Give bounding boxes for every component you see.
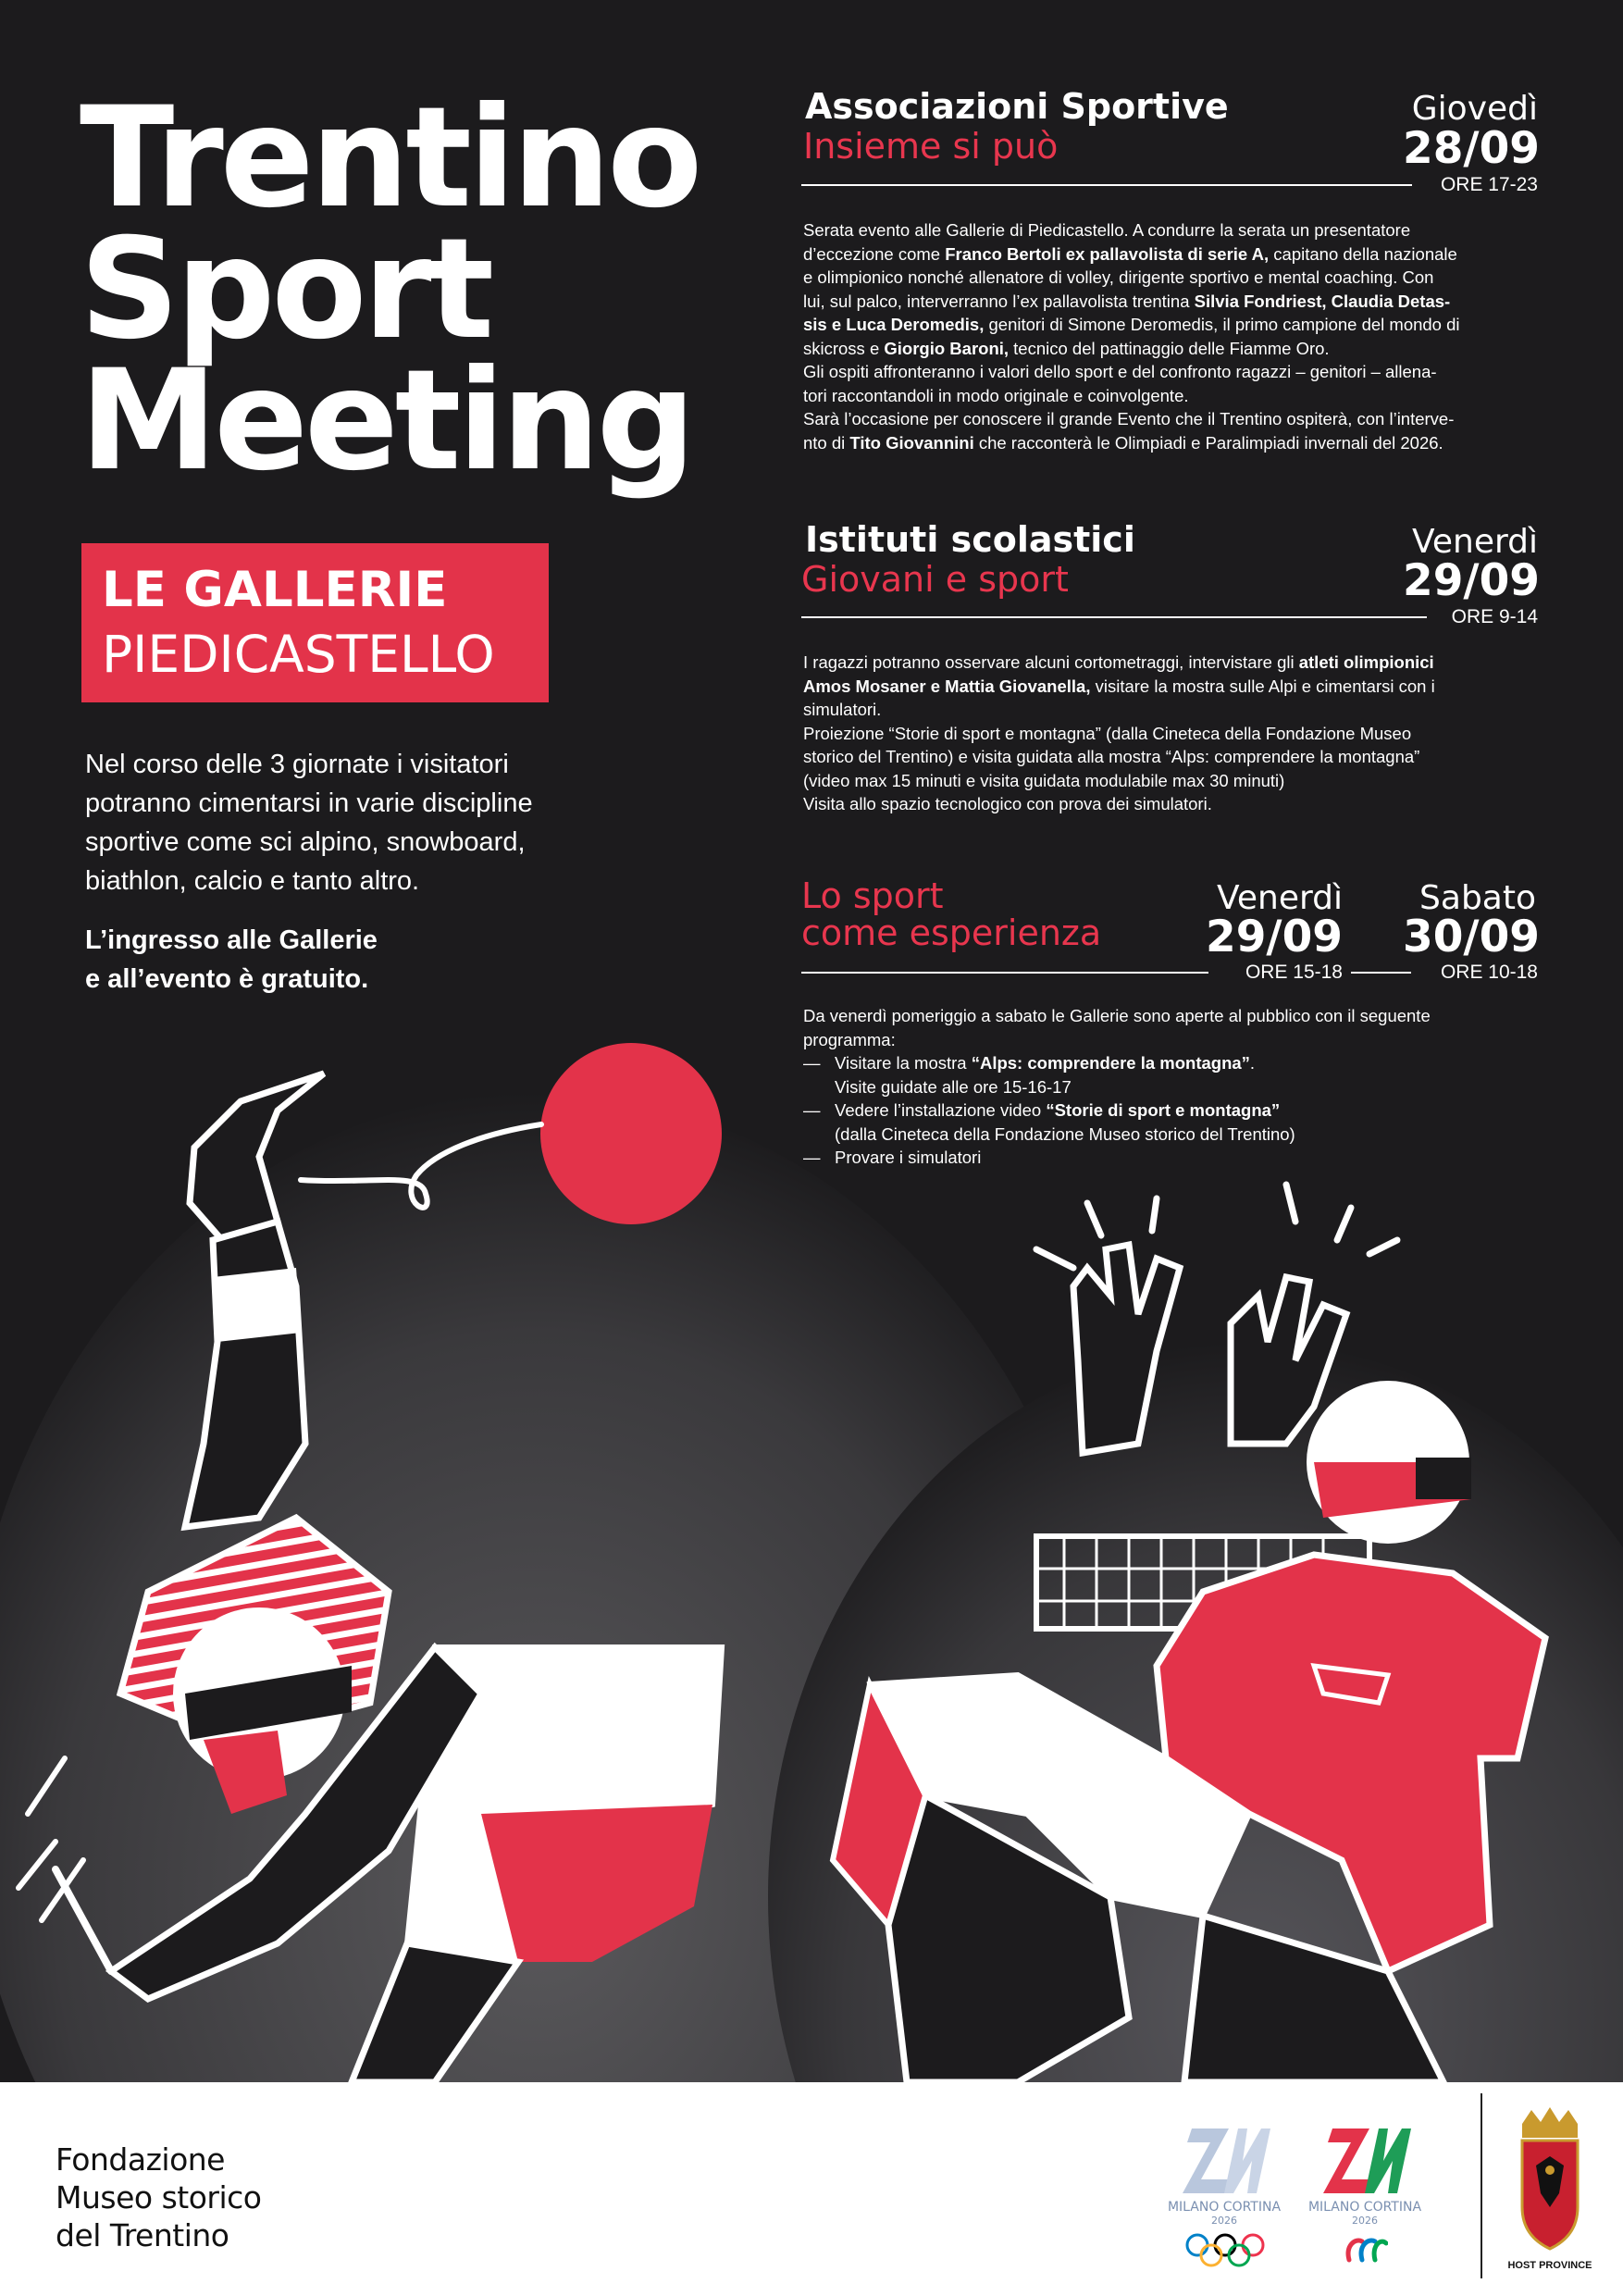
description-text: tecnico del pattinaggio delle Fiamme Oro. <box>1009 338 1330 358</box>
program-item <box>803 1146 1542 1170</box>
event1-description <box>803 218 1542 454</box>
description-text: genitori di Simone Deromedis, il primo campione del mondo di <box>984 315 1460 334</box>
event3-title-line-1: Lo sport <box>801 875 944 916</box>
description-text: tori raccontandoli in modo originale e coinvolgente. <box>803 385 1189 405</box>
description-text: Serata evento alle Gallerie di Piedicastello. A condurre la serata un presentatore <box>803 220 1411 240</box>
agitos-icon <box>1342 2232 1388 2269</box>
event3-date-1: 29/09 <box>1206 912 1343 962</box>
free-entry-line-2: e all’evento è gratuito. <box>85 964 369 994</box>
title-line-1: Trentino <box>80 78 700 239</box>
event2-hours: ORE 9-14 <box>1451 606 1538 627</box>
event1-divider <box>801 184 1412 186</box>
foundation-line-3: del Trentino <box>56 2217 229 2253</box>
paralympic-emblem-icon <box>1295 2110 1434 2212</box>
intro-line: potranno cimentarsi in varie discipline <box>85 788 533 818</box>
description-text: simulatori. <box>803 700 882 719</box>
event3-intro-line-1: Da venerdì pomeriggio a sabato le Gallerie sono aperte al pubblico con il seguente <box>803 1006 1431 1025</box>
venue-name: LE GALLERIE <box>102 562 448 618</box>
highlight-text: Amos Mosaner e Mattia Giovanella, <box>803 676 1091 696</box>
description-line <box>803 266 1542 290</box>
coat-of-arms-icon <box>1508 2105 1592 2253</box>
olympic-logo-label: MILANO CORTINA <box>1167 2200 1282 2215</box>
event3-divider-2 <box>1351 972 1411 974</box>
description-text: Sarà l’occasione per conoscere il grande Evento che il Trentino ospiterà, con l’interve- <box>803 409 1455 428</box>
olympic-logo-year: 2026 <box>1211 2215 1237 2227</box>
description-line <box>803 313 1542 337</box>
event3-day-2: Sabato <box>1419 879 1536 917</box>
foundation-line-1: Fondazione <box>56 2141 225 2178</box>
highlight-text: sis e Luca Deromedis, <box>803 315 985 334</box>
highlight-text: atleti olimpionici <box>1298 652 1434 672</box>
intro-line: biathlon, calcio e tanto altro. <box>85 866 420 896</box>
description-text: Visita allo spazio tecnologico con prova dei simulatori. <box>803 794 1212 813</box>
description-text: Proiezione “Storie di sport e montagna” (dalla Cineteca della Fondazione Museo <box>803 723 1412 743</box>
highlight-text: Franco Bertoli ex pallavolista di serie A, <box>945 243 1270 264</box>
free-entry-line-1: L’ingresso alle Gallerie <box>85 925 378 955</box>
description-line <box>803 792 1542 816</box>
description-line <box>803 360 1542 384</box>
free-entry-note <box>85 921 603 999</box>
description-text: capitano della nazionale <box>1269 243 1457 264</box>
description-text: e olimpionico nonché allenatore di volley, dirigente sportivo e mental coaching. Con <box>803 267 1434 287</box>
paralympic-games-logo <box>1295 2110 1434 2277</box>
event1-date: 28/09 <box>1403 123 1540 174</box>
event1-subtitle: Insieme si può <box>803 126 1059 167</box>
program-item-highlight: “Storie di sport e montagna” <box>1046 1100 1281 1120</box>
title-line-3: Meeting <box>80 341 693 502</box>
description-line <box>803 675 1542 699</box>
event2-day: Venerdì <box>1412 523 1538 561</box>
event3-hours-1: ORE 15-18 <box>1245 962 1343 983</box>
event3-description <box>803 1004 1542 1170</box>
program-item <box>803 1051 1542 1075</box>
program-item-detail: Visite guidate alle ore 15-16-17 <box>835 1076 1072 1097</box>
footer <box>0 2082 1623 2296</box>
event-title <box>80 78 783 502</box>
event2-date: 29/09 <box>1403 555 1540 606</box>
event3-intro-line-2: programma: <box>803 1029 896 1049</box>
left-athlete-sock <box>213 1268 301 1342</box>
program-item-highlight: “Alps: comprendere la montagna” <box>971 1053 1250 1073</box>
program-item <box>803 1098 1542 1123</box>
description-line <box>803 722 1542 746</box>
footer-divider <box>1481 2093 1482 2278</box>
event3-title-line-2: come esperienza <box>801 912 1102 953</box>
olympic-emblem-icon <box>1155 2110 1294 2212</box>
description-line <box>803 651 1542 675</box>
description-line <box>803 698 1542 722</box>
venue-badge <box>81 543 549 702</box>
paralympic-logo-label: MILANO CORTINA <box>1307 2200 1422 2215</box>
intro-line: Nel corso delle 3 giornate i visitatori <box>85 750 509 779</box>
description-text: che racconterà le Olimpiadi e Paralimpiadi invernali del 2026. <box>973 432 1443 453</box>
title-line-2: Sport <box>80 209 491 370</box>
description-text: Gli ospiti affronteranno i valori dello sport e del confronto ragazzi – genitori – allena- <box>803 362 1437 381</box>
event3-divider-1 <box>801 972 1208 974</box>
intro-line: sportive come sci alpino, snowboard, <box>85 827 526 857</box>
description-text: lui, sul palco, interverranno l’ex pallavolista trentina <box>803 291 1195 311</box>
description-text: d’eccezione come <box>803 243 946 264</box>
olympic-rings-icon <box>1183 2232 1268 2269</box>
description-text: visitare la mostra sulle Alpi e cimentarsi con i <box>1090 676 1435 696</box>
foundation-logo-text <box>56 2141 261 2254</box>
description-line <box>803 769 1542 793</box>
program-item-detail: (dalla Cineteca della Fondazione Museo storico del Trentino) <box>835 1123 1295 1144</box>
event3-day-1: Venerdì <box>1217 879 1343 917</box>
description-line <box>803 242 1542 267</box>
excitement-marks <box>1036 1185 1397 1268</box>
venue-location: PIEDICASTELLO <box>102 625 495 684</box>
event1-title: Associazioni Sportive <box>805 86 1229 127</box>
description-line <box>803 337 1542 361</box>
olympic-games-logo <box>1155 2110 1294 2277</box>
dash-marker: — <box>803 1053 821 1073</box>
paralympic-logo-year: 2026 <box>1352 2215 1378 2227</box>
intro-paragraph <box>85 745 603 900</box>
description-line <box>803 218 1542 242</box>
description-text: I ragazzi potranno osservare alcuni cortometraggi, intervistare gli <box>803 652 1299 672</box>
event2-title: Istituti scolastici <box>805 519 1135 560</box>
red-ball <box>540 1043 722 1224</box>
event2-subtitle: Giovani e sport <box>801 559 1069 600</box>
description-line <box>803 290 1542 314</box>
description-line <box>803 407 1542 431</box>
program-item-text: Visitare la mostra <box>835 1053 972 1073</box>
event2-description <box>803 651 1542 816</box>
dash-marker: — <box>803 1100 821 1120</box>
dash-marker: — <box>803 1148 821 1167</box>
program-item-text: Provare i simulatori <box>835 1148 982 1167</box>
event2-divider <box>801 616 1427 618</box>
program-item-text: . <box>1249 1053 1256 1073</box>
host-province-label: HOST PROVINCE <box>1507 2260 1592 2271</box>
program-item-text: Vedere l’installazione video <box>835 1100 1047 1120</box>
description-line <box>803 384 1542 408</box>
foundation-line-2: Museo storico <box>56 2179 262 2215</box>
highlight-text: Tito Giovannini <box>849 432 974 453</box>
description-text: skicross e <box>803 338 885 358</box>
description-text: storico del Trentino) e visita guidata alla mostra “Alps: comprendere la montagna” <box>803 747 1420 766</box>
event1-day: Giovedì <box>1411 90 1538 128</box>
highlight-text: Silvia Fondriest, Claudia Detas- <box>1194 291 1451 311</box>
event1-hours: ORE 17-23 <box>1440 174 1538 195</box>
description-line <box>803 431 1542 455</box>
event3-date-2: 30/09 <box>1403 912 1540 962</box>
description-line <box>803 745 1542 769</box>
event3-hours-2: ORE 10-18 <box>1440 962 1538 983</box>
description-text: nto di <box>803 432 850 453</box>
description-text: (video max 15 minuti e visita guidata modulabile max 30 minuti) <box>803 770 1285 790</box>
highlight-text: Giorgio Baroni, <box>884 338 1010 358</box>
